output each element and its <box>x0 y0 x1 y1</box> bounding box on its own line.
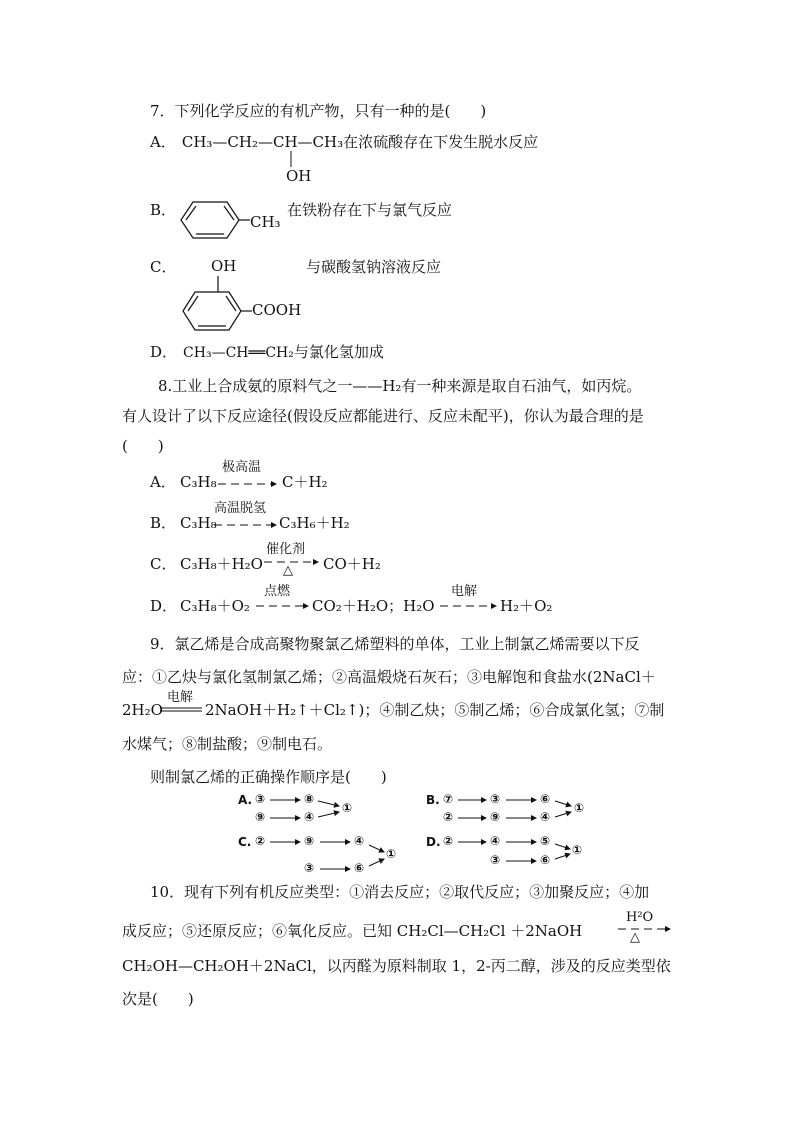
q9-line3-condition: 电解 <box>167 690 194 705</box>
q10-line3: CH₂OH—CH₂OH＋2NaCl，以丙醛为原料制取 1，2-丙二醇，涉及的反应类型依 <box>122 957 671 975</box>
benzene-ring-icon <box>183 276 252 330</box>
q8-b-condition: 高温脱氢 <box>214 501 267 516</box>
q9-c-bottom-2: ⑥ <box>354 861 365 875</box>
benzene-ring-icon <box>181 202 250 238</box>
q7-c-oh: OH <box>211 257 237 275</box>
q7-b-label: B． <box>150 201 177 219</box>
q10-line4: 次是( ) <box>122 990 194 1008</box>
q9-c-bottom-1: ③ <box>304 861 315 875</box>
q9-b-bottom-2: ⑨ <box>490 810 501 824</box>
q8-d-reactant: C₃H₈＋O₂ <box>180 597 250 615</box>
q9-d-top-3: ⑤ <box>540 834 551 848</box>
q9-option-c-label: C. <box>238 835 252 849</box>
q9-b-top-3: ⑥ <box>540 792 551 806</box>
q9-b-bottom-1: ② <box>443 810 454 824</box>
q7-c-cooh: COOH <box>252 301 302 319</box>
q9-b-end: ① <box>574 801 585 815</box>
q9-question: 则制氯乙烯的正确操作顺序是( ) <box>150 768 387 786</box>
q10-line2-left: 成反应；⑤还原反应；⑥氧化反应。已知 CH₂Cl—CH₂Cl ＋2NaOH <box>122 922 583 940</box>
q7-b-text: 在铁粉存在下与氯气反应 <box>287 201 453 219</box>
q8-d-condition: 点燃 <box>264 584 291 599</box>
q9-a-bottom-1: ⑨ <box>255 810 266 824</box>
q7-a-text: 在浓硫酸存在下发生脱水反应 <box>343 133 539 151</box>
q10-condition2: △ <box>630 930 640 945</box>
q8-d-condition2: 电解 <box>451 584 478 599</box>
q7-c-label: C． <box>150 258 177 276</box>
q9-d-bottom-1: ③ <box>490 853 501 867</box>
q7-d-text: 与氯化氢加成 <box>293 343 384 361</box>
q9-a-end: ① <box>342 801 353 815</box>
q8-a-product: C＋H₂ <box>282 473 328 491</box>
q8-stem-line3: ( ) <box>122 437 164 455</box>
q9-c-arrows <box>270 842 384 869</box>
q8-d-product: CO₂＋H₂O；H₂O <box>312 597 435 615</box>
q8-d-label: D． <box>150 597 178 615</box>
q9-d-end: ① <box>572 843 583 857</box>
q8-a-label: A． <box>150 473 176 491</box>
q7-d-formula: CH₃—CH══CH₂ <box>183 345 294 361</box>
q9-d-top-1: ② <box>443 834 454 848</box>
q9-b-bottom-3: ④ <box>540 810 551 824</box>
q9-d-bottom-2: ⑥ <box>540 853 551 867</box>
q8-stem-line2: 有人设计了以下反应途径(假设反应都能进行、反应未配平)，你认为最合理的是 <box>122 407 644 425</box>
q9-option-b-label: B. <box>426 793 440 807</box>
q8-d-product2: H₂＋O₂ <box>500 597 553 615</box>
q8-c-condition2: △ <box>283 563 293 578</box>
q9-a-top-1: ③ <box>255 792 266 806</box>
q8-c-condition: 催化剂 <box>266 542 306 557</box>
q8-stem-line1: 8.工业上合成氨的原料气之一——H₂有一种来源是取自石油气，如丙烷。 <box>158 377 642 395</box>
q7-d-label: D． <box>150 343 178 361</box>
q8-c-label: C． <box>150 555 177 573</box>
q8-b-label: B． <box>150 514 177 532</box>
q9-line1: 9．氯乙烯是合成高聚物聚氯乙烯塑料的单体，工业上制氯乙烯需要以下反 <box>150 635 640 653</box>
q7-a-label: A． <box>150 133 176 151</box>
q9-b-arrows <box>458 800 571 818</box>
q7-a-oh: OH <box>286 167 312 185</box>
q9-a-arrows <box>270 800 339 818</box>
q8-a-condition: 极高温 <box>222 460 262 475</box>
q9-d-top-2: ④ <box>490 834 501 848</box>
q9-c-top-2: ⑨ <box>304 834 315 848</box>
q9-option-a-label: A. <box>238 793 253 807</box>
q8-c-product: CO＋H₂ <box>323 555 381 573</box>
q9-b-top-2: ③ <box>490 792 501 806</box>
q9-option-d-label: D. <box>426 835 441 849</box>
q9-a-bottom-2: ④ <box>304 810 315 824</box>
q9-line3-left: 2H₂O <box>122 701 163 719</box>
q7-stem: 7．下列化学反应的有机产物，只有一种的是( ) <box>150 102 487 120</box>
q10-condition: H²O <box>626 910 654 925</box>
q9-line4: 水煤气；⑧制盐酸；⑨制电石。 <box>122 735 333 753</box>
q9-d-arrows <box>458 842 570 861</box>
q8-c-reactant: C₃H₈＋H₂O <box>180 555 263 573</box>
q9-line3-right: 2NaOH＋H₂↑＋Cl₂↑)；④制乙炔；⑤制乙烯；⑥合成氯化氢；⑦制 <box>205 701 665 719</box>
q9-a-top-2: ⑧ <box>304 792 315 806</box>
q7-b-ch3: CH₃ <box>250 213 281 231</box>
q7-c-text: 与碳酸氢钠溶液反应 <box>306 258 442 276</box>
q9-c-top-1: ② <box>255 834 266 848</box>
q9-c-end: ① <box>386 847 397 861</box>
q8-b-reactant: C₃H₈ <box>180 514 217 532</box>
q9-c-top-3: ④ <box>354 834 365 848</box>
q10-line1: 10．现有下列有机反应类型：①消去反应；②取代反应；③加聚反应；④加 <box>150 883 650 901</box>
q9-equals-sign-icon <box>160 708 202 711</box>
q9-b-top-1: ⑦ <box>443 792 454 806</box>
q8-b-product: C₃H₆＋H₂ <box>279 514 350 532</box>
q8-a-reactant: C₃H₈ <box>180 473 217 491</box>
q9-line2: 应：①乙炔与氯化氢制氯乙烯；②高温煅烧石灰石；③电解饱和食盐水(2NaCl＋ <box>122 668 656 686</box>
q7-a-formula: CH₃—CH₂—CH—CH₃ <box>181 133 344 151</box>
